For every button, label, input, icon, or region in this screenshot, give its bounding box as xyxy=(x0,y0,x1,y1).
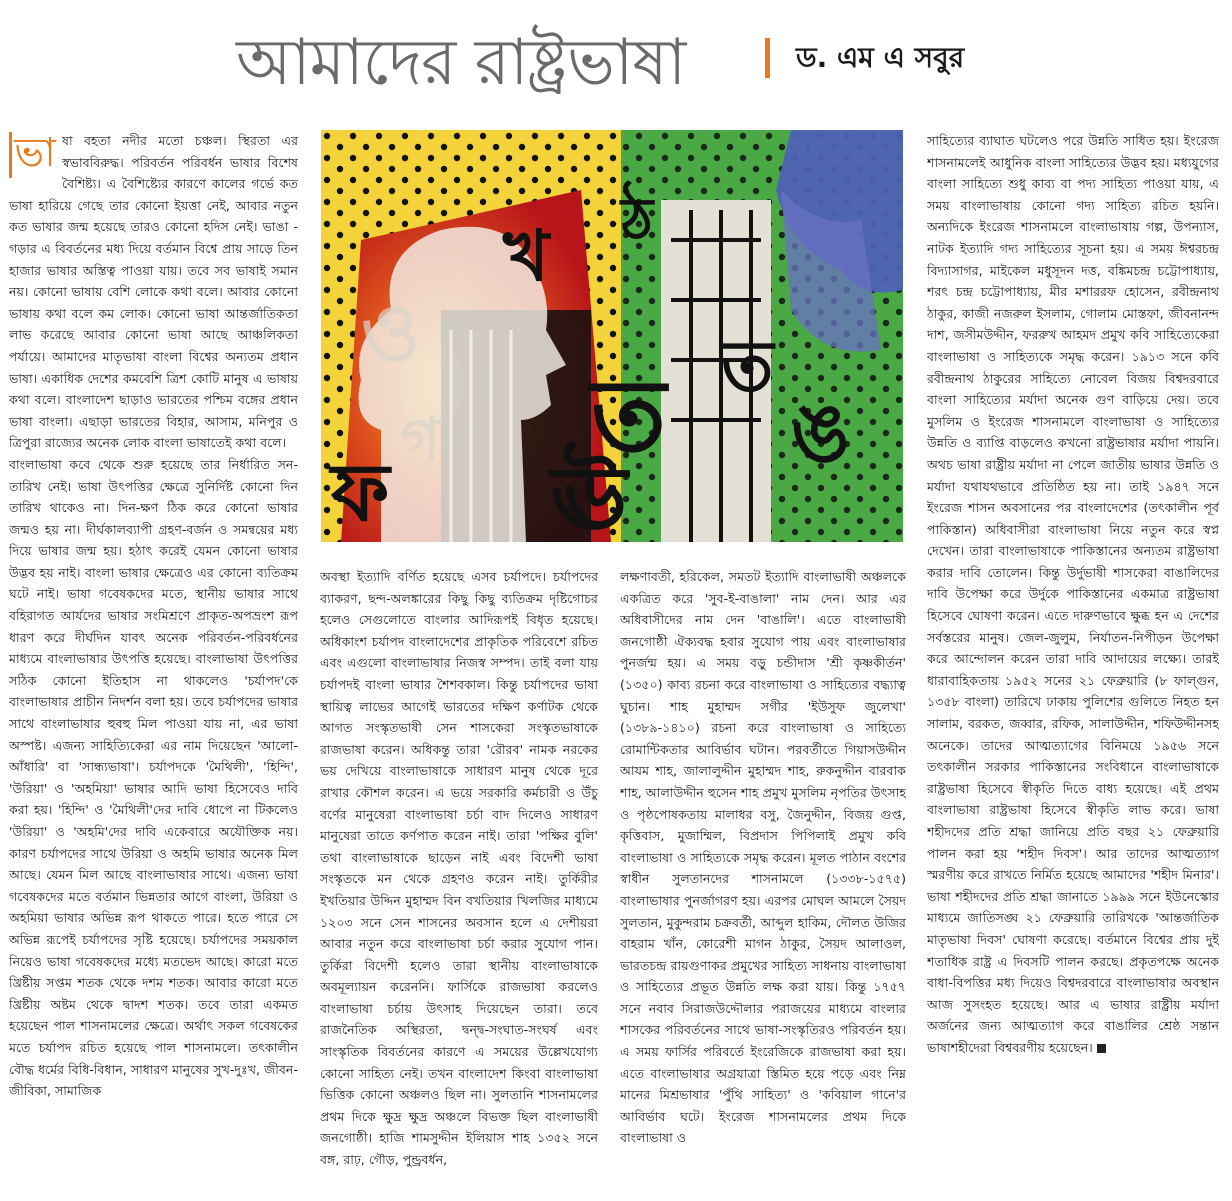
article-title: আমাদের রাষ্ট্রভাষা xyxy=(236,26,686,100)
letter-glyph: ও xyxy=(361,286,420,379)
letter-glyph: ফ xyxy=(331,446,390,539)
letter-glyph: ত xyxy=(721,325,774,407)
paragraph-text: সাহিত্যের ব্যাঘাত ঘটলেও পরে উন্নতি সাধিত হয়। ইংরেজ শাসনামলেই আধুনিক বাংলা সাহিত্যের উদ্ভব হয়। মধ্যযুগের বাংলা সাহিত্যে শুধু কাব্য বা পদ্য সাহিত্য পাওয়া যায়, এ সময় বাংলাভাষায় কোনো গদ্য সাহিত্য রচিত হয়নি। অন্যদিকে ইংরেজ শাসনামলে বাংলাভাষায় গল্প, উপন্যাস, নাটক ইত্যাদি গদ্য সাহিত্যের সূচনা হয়। এ সময় ঈশ্বরচন্দ্র বিদ্যাসাগর, মাইকেল মধুসূদন দত্ত, বঙ্কিমচন্দ্র চট্টোপাধ্যায়, শরৎ চন্দ্র চট্টোপাধ্যায়, মীর মশাররফ হোসেন, রবীন্দ্রনাথ ঠাকুর, কাজী নজরুল ইসলাম, গোলাম মোস্তফা, জীবনানন্দ দাশ, জসীমউদ্দীন, ফররুখ আহমদ প্রমুখ কবি সাহিত্যেকেরা বাংলাভাষা ও সাহিত্যকে সমৃদ্ধ করেন। ১৯১৩ সনে কবি রবীন্দ্রনাথ ঠাকুরের সাহিত্যে নোবেল বিজয় বিশ্বদরবারে বাংলা সাহিত্যের মর্যাদা অনেক গুণ বাড়িয়ে দেয়। তবে মুসলিম ও ইংরেজ শাসনামলে বাংলাভাষা ও সাহিত্যের উন্নতি ও ব্যাপ্তি বাড়লেও কখনো রাষ্ট্রভাষার মর্যাদা পায়নি। অথচ ভাষা রাষ্ট্রীয় মর্যাদা না পেলে জাতীয় ভাষার উন্নতি ও মর্যাদা যথাযথভাবে প্রতিষ্ঠিত হয় না। তাই ১৯৪৭ সনে ইংরেজ শাসন অবসানের পর বাংলাদেশের (তৎকালীন পূর্ব পাকিস্তান) অধিবাসীরা বাংলাভাষা নিয়ে নতুন করে স্বপ্ন দেখেন। তারা বাংলাভাষাকে পাকিস্তানের অন্যতম রাষ্ট্রভাষা করার দাবি তোলেন। কিন্তু উর্দুভাষী শাসকেরা বাঙালিদের দাবি উপেক্ষা করে উর্দুকে পাকিস্তানের একমাত্র রাষ্ট্রভাষা হিসেবে ঘোষণা করেন। এতে দারুণভাবে ক্ষুব্ধ হন এ দেশের সর্বস্তরের মানুষ। জেল-জুলুম, নির্যাতন-নিপীড়ন উপেক্ষা করে আন্দোলন করেন তারা দাবি আদায়ের লক্ষ্যে। তারই ধারাবাহিকতায় ১৯৫২ সনের ২১ ফেব্রুয়ারি (৮ ফাল্গুন, ১৩৫৮ বাংলা) তারিখে ঢাকায় পুলিশের গুলিতে নিহত হন সালাম, বরকত, জব্বার, রফিক, সালাউদ্দীন, শফিউদ্দীনসহ অনেকে। তাদের আত্মত্যাগের বিনিময়ে ১৯৫৬ সনে তৎকালীন সরকার পাকিস্তানের সংবিধানে বাংলাভাষাকে রাষ্ট্রভাষা হিসেবে স্বীকৃতি দিতে বাধ্য হয়েছে। এই প্রথম বাংলাভাষা রাষ্ট্রভাষা হিসেবে স্বীকৃতি লাভ করে। ভাষা শহীদদের প্রতি শ্রদ্ধা জানিয়ে প্রতি বছর ২১ ফেব্রুয়ারি পালন করা হয় 'শহীদ দিবস'। আর তাদের আত্মত্যাগ স্মরণীয় করে রাখতে নির্মিত হয়েছে আমাদের 'শহীদ মিনার'। ভাষা শহীদদের প্রতি শ্রদ্ধা জানাতে ১৯৯৯ সনে ইউনেস্কোর মাধ্যমে জাতিসঙ্ঘ ২১ ফেব্রুয়ারি তারিখকে 'আন্তর্জাতিক মাতৃভাষা দিবস' ঘোষণা করেছে। বর্তমানে বিশ্বের প্রায় দুই শতাধিক রাষ্ট্র এ দিবসটি পালন করছে। প্রকৃতপক্ষে অনেক বাধা-বিপত্তির মধ্য দিয়েও বিশ্বদরবারে বাংলাভাষার অবস্থান আজ সুসংহত হয়েছে। আর এ ভাষার রাষ্ট্রীয় মর্যাদা অর্জনের জন্য আত্মত্যাগ করে বাঙালির শ্রেষ্ঠ সন্তান ভাষাশহীদেরা বিশ্ববরণীয় হয়েছেন। xyxy=(927,133,1219,1055)
article-illustration xyxy=(321,130,903,542)
paragraph: লক্ষণাবতী, হরিকেল, সমতট ইত্যাদি বাংলাভাষী অঞ্চলকে একত্রিত করে 'সুব-ই-বাঙালা' নাম দেন। আর এর অধিবাসীদের নাম দেন 'বাঙালি'। এতে বাংলাভাষী জনগোষ্ঠী ঐক্যবদ্ধ হবার সুযোগ পায় এবং বাংলাভাষার পুনর্জন্ম হয়। এ সময় বড়ু চন্ডীদাস 'শ্রী কৃষ্ণকীর্তন' (১৩৫০) কাব্য রচনা করে বাংলাভাষা ও সাহিত্যের বদ্ধ্যাত্ব ঘুচান। শাহ মুহাম্মদ সগীর 'ইউসুফ জুলেখা' (১৩৮৯-১৪১০) রচনা করে বাংলাভাষা ও সাহিত্যে রোমান্টিকতার আবির্ভাব ঘটান। পরবর্তীতে গিয়াসউদ্দীন আযম শাহ, জালালুদ্দীন মুহাম্মদ শাহ, রুকনুদ্দীন বারবাক শাহ, আলাউদ্দীন হুসেন শাহ প্রমুখ মুসলিম নৃপতির উৎসাহ ও পৃষ্ঠপোষকতায় মালাধর বসু, জৈনুদ্দীন, বিজয় গুপ্ত, কৃত্তিবাস, মুজাম্মিল, বিপ্রদাস পিপিলাই প্রমুখ কবি বাংলাভাষা ও সাহিত্যকে সমৃদ্ধ করেন। মূলত পাঠান বংশের স্বাধীন সুলতানদের শাসনামলে (১৩৩৮-১৫৭৫) বাংলাভাষার পুনর্জাগরণ হয়। এরপর মোঘল আমলে সৈয়দ সুলতান, মুকুন্দরাম চক্রবর্তী, আব্দুল হাকিম, দৌলত উজির বাহরাম খাঁন, কোরেশী মাগন ঠাকুর, সৈয়দ আলাওল, ভারতচন্দ্র রায়গুণাকর প্রমুখের সাহিত্য সাধনায় বাংলাভাষা ও সাহিত্যের প্রভূত উন্নতি লক্ষ করা যায়। কিন্তু ১৭৫৭ সনে নবাব সিরাজউদ্দৌলার পরাজয়ের মাধ্যমে বাংলার শাসকের পরিবর্তনের সাথে ভাষা-সংস্কৃতিরও পরিবর্তন হয়। এ সময় ফার্সির পরিবর্তে ইংরেজিকে রাজভাষা করা হয়। এতে বাংলাভাষার অগ্রযাত্রা স্তিমিত হয়ে পড়ে এবং নিম্ন মানের মিশ্রভাষার 'পুঁথি সাহিত্য' ও 'কবিয়াল গানে'র আবির্ভাব ঘটে। ইংরেজ শাসনামলের প্রথম দিকে বাংলাভাষা ও xyxy=(620,569,906,1146)
letter-glyph: গ xyxy=(401,405,441,475)
article-column-3 xyxy=(620,566,906,1196)
drop-cap: ভা xyxy=(9,132,58,178)
article-column-1 xyxy=(9,130,298,1196)
letter-glyph: ঠ xyxy=(621,185,654,255)
article-column-4 xyxy=(927,130,1219,1196)
title-separator xyxy=(765,38,770,78)
paragraph xyxy=(927,130,1219,1059)
article-column-2 xyxy=(320,566,598,1196)
letter-glyph: ত xyxy=(591,357,667,474)
letter-glyph: ঊ xyxy=(551,447,628,542)
paragraph: ষা বহতা নদীর মতো চঞ্চল। স্থিরতা এর স্বভাববিরুদ্ধ। পরিবর্তন পরিবর্ধন ভাষার বিশেষ বৈশিষ্ট্য। এ বৈশিষ্ট্যের কারণে কালের গর্ভে কত ভাষা হারিয়ে গেছে তার কোনো ইয়ত্তা নেই, আবার নতুন কত ভাষার জন্ম হয়েছে তারও কোনো হদিস নেই। ভাঙা - গড়ার এ বিবর্তনের মধ্য দিয়ে বর্তমান বিশ্বে প্রায় সাড়ে তিন হাজার ভাষার অস্তিত্ব পাওয়া যায়। তবে সব ভাষাই সমান নয়। কোনো ভাষায় বেশি লোকে কথা বলে। আবার কোনো ভাষায় কথা বলে কম লোক। কোনো ভাষা আন্তর্জাতিকতা লাভ করেছে আবার কোনো ভাষা আছে আঞ্চলিকতা পর্যায়ে। আমাদের মাতৃভাষা বাংলা বিশ্বের অন্যতম প্রধান ভাষা। একাধিক দেশের কমবেশি ত্রিশ কোটি মানুষ এ ভাষায় কথা বলে। বাংলাদেশ ছাড়াও ভারতের পশ্চিম বঙ্গের প্রধান ভাষা বাংলা। এছাড়া ভারতের বিহার, আসাম, মনিপুর ও ত্রিপুরা রাজ্যের অনেক লোক বাংলা ভাষাতেই কথা বলে। xyxy=(9,133,298,451)
paragraph: অবস্থা ইত্যাদি বর্ণিত হয়েছে এসব চর্যাপদে। চর্যাপদের ব্যাকরণ, ছন্দ-অলঙ্কারের কিছু কিছু ব্যতিক্রম দৃষ্টিগোচর হলেও সেগুলোতে বাংলার আদিরূপই বিধৃত হয়েছে। অধিকাংশ চর্যাপদ বাংলাদেশের প্রাকৃতিক পরিবেশে রচিত এবং এগুলো বাংলাভাষার নিজস্ব সম্পদ। তাই বলা যায় চর্যাপদই বাংলা ভাষার শৈশবকাল। কিন্তু চর্যাপদের ভাষা স্থায়িত্ব লাভের আগেই ভারতের দক্ষিণ কর্ণাটক থেকে আগত সংস্কৃতভাষী সেন শাসকেরা সংস্কৃতভাষাকে রাজভাষা করেন। অধিকন্তু তারা 'রৌরব' নামক নরকের ভয় দেখিয়ে বাংলাভাষাকে সাধারণ মানুষ থেকে দূরে রাখার কৌশল করেন। এ ভয়ে সরকারি কর্মচারী ও উঁচু বর্ণের মানুষেরা বাংলাভাষা চর্চা বাদ দিলেও সাধারণ মানুষেরা তাতে কর্ণপাত করেন নাই। তারা 'পক্ষির বুলি' তথা বাংলাভাষাকে ছাড়েন নাই এবং বিদেশী ভাষা সংস্কৃতকে মন থেকে গ্রহণও করেন নাই। তুর্কিরীর ইখতিয়ার উদ্দিন মুহাম্মদ বিন বখতিয়ার খিলজির মাধ্যমে ১২০৩ সনে সেন শাসনের অবসান হলে এ দেশীয়রা আবার নতুন করে বাংলাভাষা চর্চা করার সুযোগ পান। তুর্কিরা বিদেশী হলেও তারা স্থানীয় বাংলাভাষাকে অবমূল্যায়ন করেননি। ফার্সিকে রাজভাষা করলেও বাংলাভাষা চর্চায় উৎসাহ দিয়েছেন তারা। তবে রাজনৈতিক অস্থিরতা, দ্বন্দ্ব-সংঘাত-সংঘর্ষ এবং সাংস্কৃতিক বিবর্তনের কারণে এ সময়ের উল্লেখযোগ্য কোনো সাহিত্য নেই। তখন বাংলাদেশ কিংবা বাংলাভাষা ভিত্তিক কোনো অঞ্চলও ছিল না। সুলতানি শাসনামলের প্রথম দিকে ক্ষুদ্র ক্ষুদ্র অঞ্চলে বিভক্ত ছিল বাংলাভাষী জনগোষ্ঠী। হাজি শামসুদ্দীন ইলিয়াস শাহ ১৩৫২ সনে বঙ্গ, রাঢ়, গৌড়, পুন্ড্রবর্ধন, xyxy=(320,569,598,1168)
illustration-artwork xyxy=(321,130,903,542)
author-byline: ড. এম এ সবুর xyxy=(796,41,965,74)
article-header xyxy=(0,0,1232,110)
paragraph: বাংলাভাষা কবে থেকে শুরু হয়েছে তার নির্ধারিত সন-তারিখ নেই। ভাষা উৎপত্তির ক্ষেত্রে সুনির্দিষ্ট কোনো দিন তারিখ থাকেও না। দিন-ক্ষণ ঠিক করে কোনো ভাষার জন্মও হয় না। দীর্ঘকালব্যাপী গ্রহণ-বর্জন ও সমন্বয়ের মধ্য দিয়ে ভাষার জন্ম হয়। হঠাৎ করেই যেমন কোনো ভাষার উদ্ভব হয় নাই। বাংলা ভাষার ক্ষেত্রেও এর কোনো ব্যতিক্রম ঘটে নাই। ভাষা গবেষকদের মতে, স্থানীয় ভাষার সাথে বহিরাগত আর্যদের ভাষার সংমিশ্রণে প্রাকৃত-অপভ্রংশ রূপ ধারণ করে দীর্ঘদিন যাবৎ অনেক পরিবর্তন-পরিবর্ধনের মাধ্যমে বাংলাভাষার উৎপত্তি হয়েছে। বাংলাভাষা উৎপত্তির সঠিক কোনো ইতিহাস না থাকলেও 'চর্যাপদ'কে বাংলাভাষার প্রাচীন নিদর্শন বলা হয়। তবে চর্যাপদের ভাষার সাথে বাংলাভাষার হুবহু মিল পাওয়া যায় না, এর ভাষা অস্পষ্ট। এজন্য সাহিত্যিকেরা এর নাম দিয়েছেন 'আলো-আঁধারি' বা 'সান্ধ্যভাষা'। চর্যাপদকে 'মৈথিলী', 'হিন্দি', 'উরিয়া' ও 'অহমিয়া' ভাষার আদি ভাষা হিসেবেও দাবি করা হয়। 'হিন্দি' ও 'মৈথিলী'দের দাবি ধোপে না টিকলেও 'উরিয়া' ও 'অহমি'দের দাবি একেবারে অযৌক্তিক নয়। কারণ চর্যাপদের সাথে উরিয়া ও অহমি ভাষার অনেক মিল আছে। যেমন মিল আছে বাংলাভাষার সাথে। এজন্য ভাষা গবেষকদের মতে বর্তমান ভিন্নতার আগে বাংলা, উরিয়া ও অহমিয়া ভাষার অভিন্ন রূপ থাকতে পারে। হতে পারে সে অভিন্ন রূপেই চর্যাপদের সৃষ্টি হয়েছে। চর্যাপদের সময়কাল নিয়েও ভাষা গবেষকদের মধ্যে মতভেদ আছে। কারো মতে খ্রিষ্টীয় সপ্তম শতক থেকে দশম শতক। আবার কারো মতে খ্রিষ্টীয় অষ্টম থেকে দ্বাদশ শতক। তবে তারা একমত হয়েছেন পাল শাসনামলের ক্ষেত্রে। অর্থাৎ সকল গবেষকের মতে চর্যাপদ রচিত হয়েছে পাল শাসনামলে। তৎকালীন বৌদ্ধ ধর্মের বিধি-বিধান, সাধারণ মানুষের সুখ-দুঃখ, জীবন-জীবিকা, সামাজিক xyxy=(9,456,298,1099)
letter-glyph: ঙ xyxy=(791,386,850,479)
end-of-article-mark xyxy=(1097,1044,1106,1053)
letter-glyph: খ xyxy=(503,215,549,297)
